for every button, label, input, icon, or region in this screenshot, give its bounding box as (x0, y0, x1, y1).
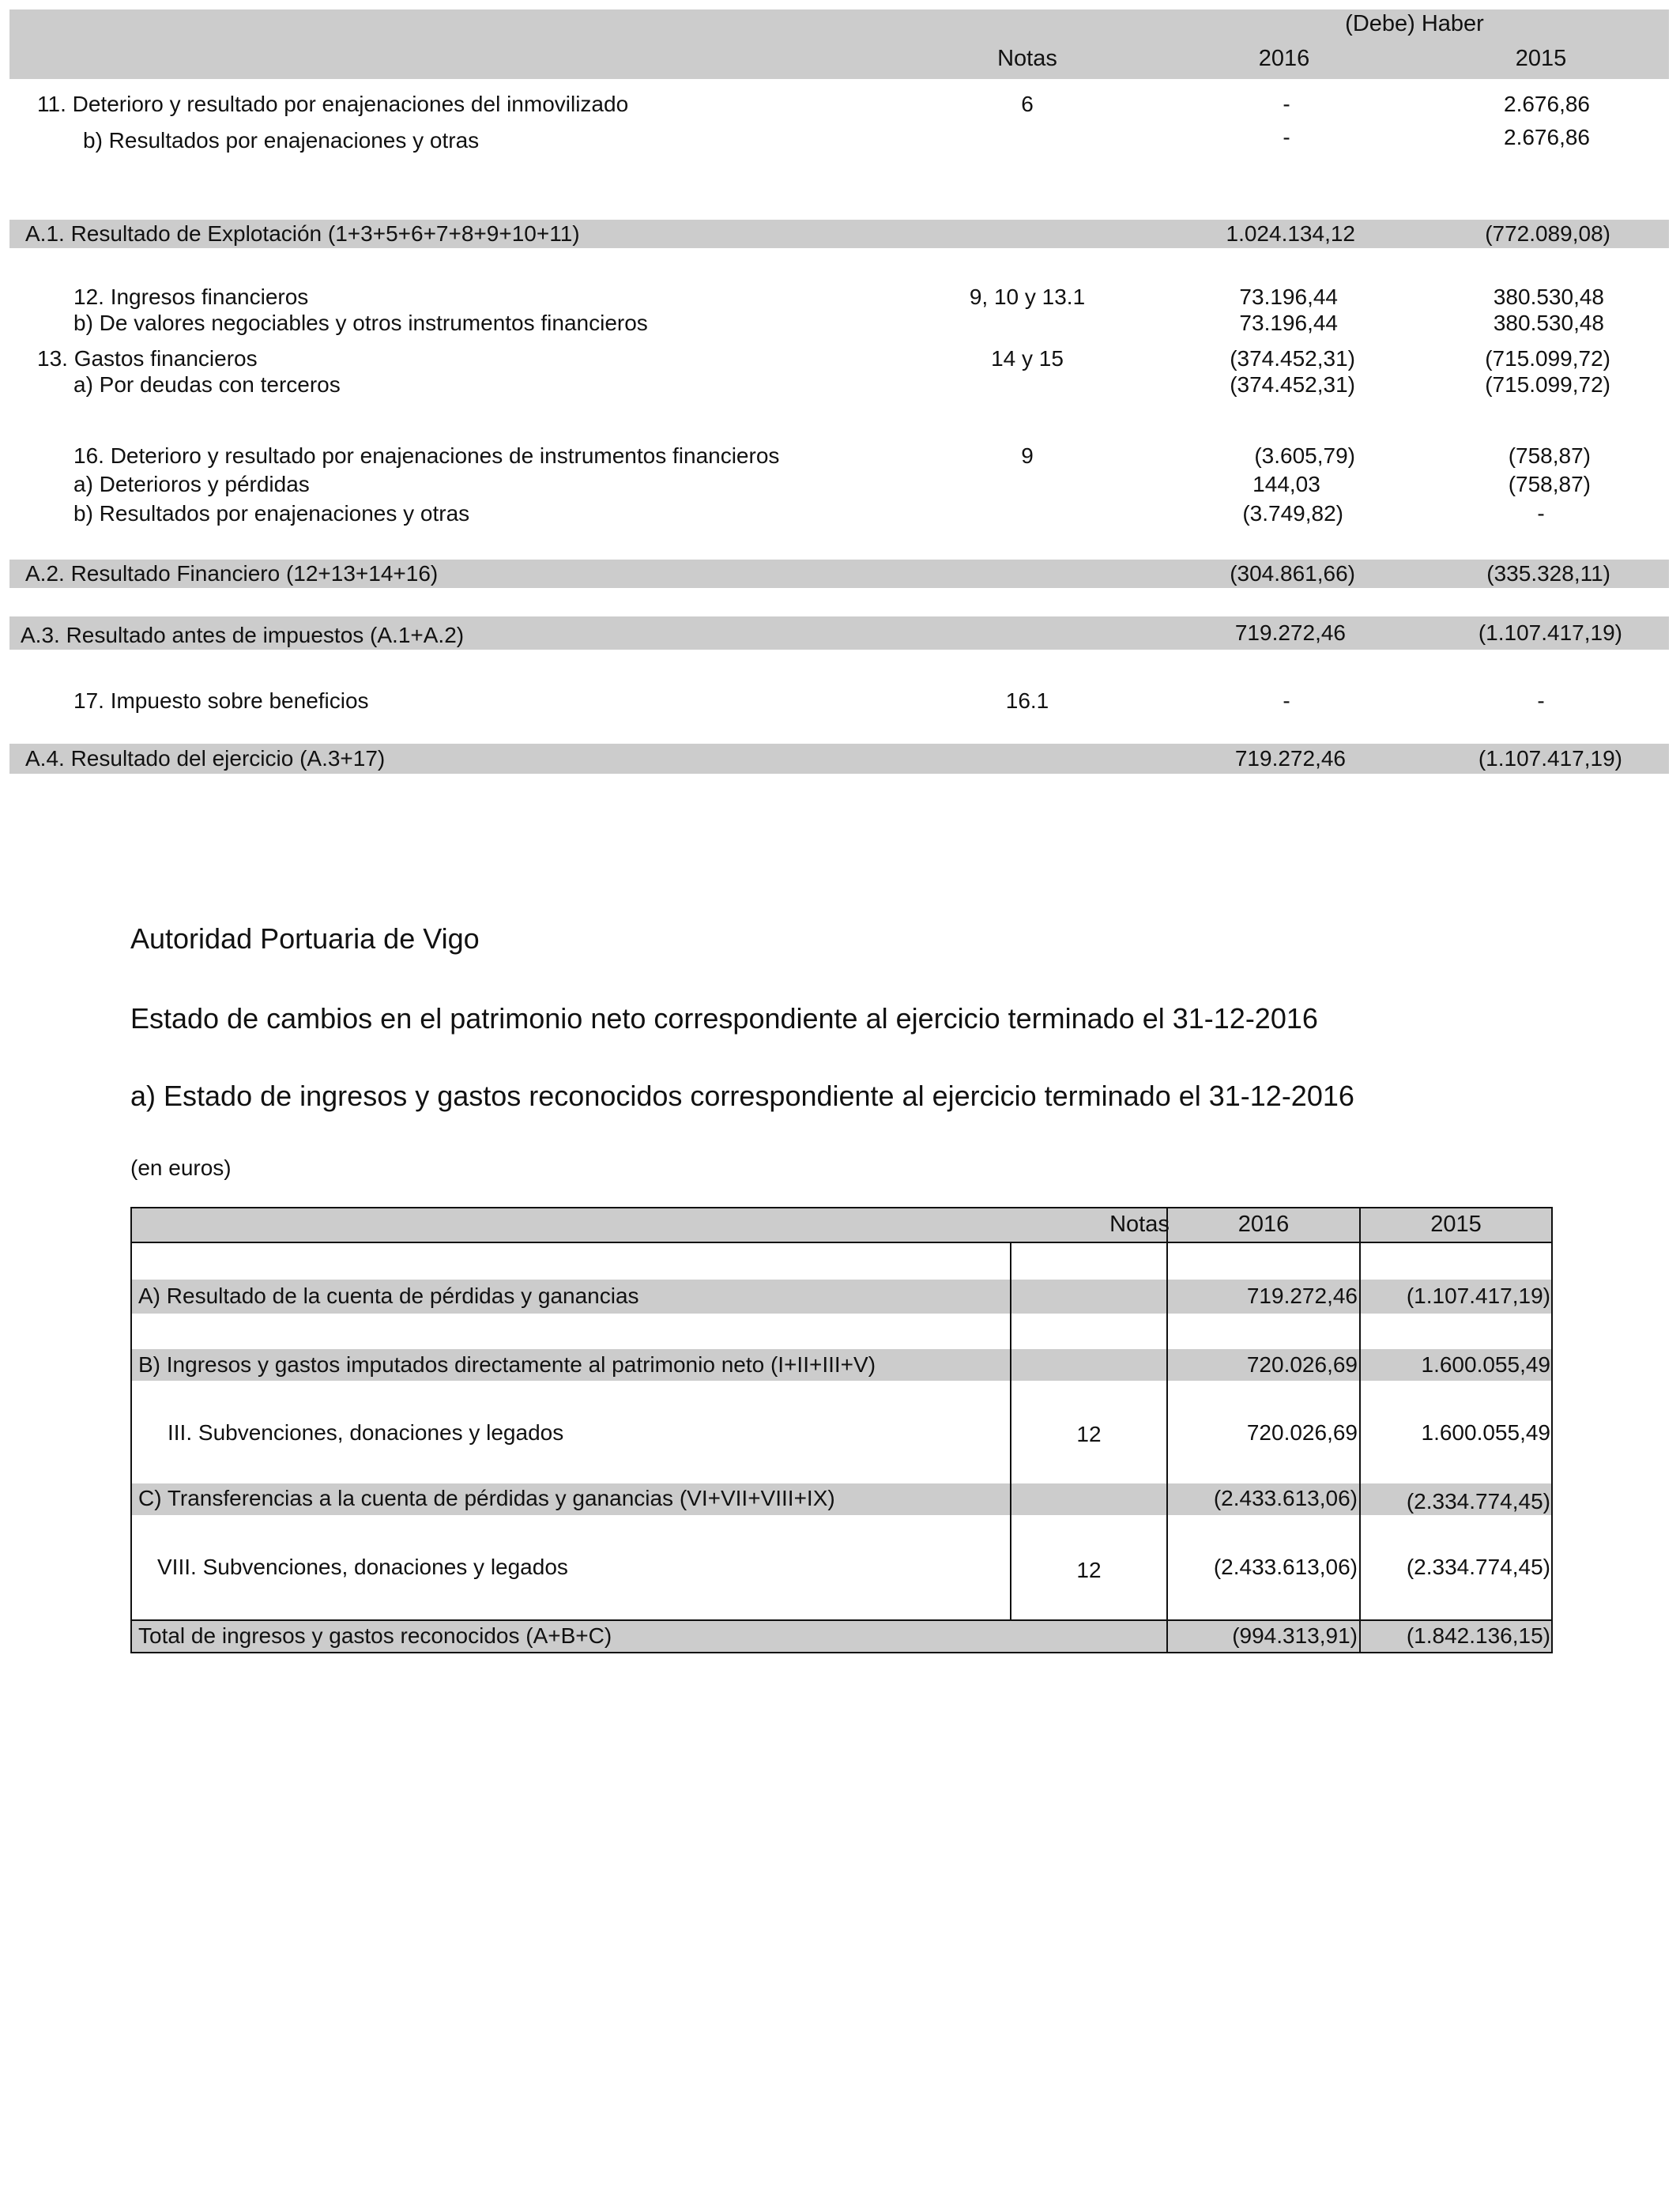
row-2016: - (1283, 125, 1290, 149)
row-2016: - (1283, 92, 1290, 116)
row-2016: 73.196,44 (1239, 285, 1338, 309)
row-label: B) Ingresos y gastos imputados directamente al patrimonio neto (I+II+III+V) (138, 1352, 876, 1377)
header-2016: 2016 (1258, 46, 1310, 71)
row-label: b) De valores negociables y otros instrumentos financieros (73, 311, 648, 335)
row-label: b) Resultados por enajenaciones y otras (83, 128, 480, 153)
row-nota: 16.1 (1005, 688, 1049, 713)
row-nota: 12 (1076, 1558, 1102, 1582)
row-label: b) Resultados por enajenaciones y otras (73, 501, 470, 526)
row-2016: 719.272,46 (1246, 1284, 1358, 1308)
row-2015: - (1537, 688, 1545, 713)
row-2016: 719.272,46 (1234, 746, 1346, 771)
header-2016: 2016 (1237, 1212, 1290, 1237)
row-2015: 2.676,86 (1504, 92, 1590, 116)
header-group-label: (Debe) Haber (1345, 11, 1484, 36)
row-2016: 144,03 (1252, 472, 1320, 496)
row-label: VIII. Subvenciones, donaciones y legados (157, 1555, 568, 1579)
row-2015: (715.099,72) (1485, 372, 1610, 397)
row-nota: 9 (1021, 443, 1034, 468)
row-label: 12. Ingresos financieros (73, 285, 309, 309)
row-label: 13. Gastos financieros (37, 346, 258, 371)
row-label: C) Transferencias a la cuenta de pérdidas y ganancias (VI+VII+VIII+IX) (138, 1486, 835, 1510)
row-2015: - (1537, 501, 1545, 526)
row-2015: (1.107.417,19) (1478, 620, 1622, 645)
row-2016: (304.861,66) (1230, 561, 1355, 586)
row-2015: (772.089,08) (1485, 221, 1610, 246)
row-2016: (3.605,79) (1254, 443, 1355, 468)
row-2015: (1.107.417,19) (1406, 1284, 1550, 1308)
row-nota: 9, 10 y 13.1 (969, 285, 1086, 309)
total-divider (132, 1619, 1551, 1621)
row-nota: 14 y 15 (991, 346, 1064, 371)
row-2016: (2.433.613,06) (1213, 1555, 1358, 1579)
header-2015: 2015 (1515, 46, 1567, 71)
row-2015: (2.334.774,45) (1406, 1489, 1550, 1514)
units-note: (en euros) (130, 1155, 232, 1180)
statement-subtitle: a) Estado de ingresos y gastos reconocidos correspondiente al ejercicio terminado el 31-12-2016 (130, 1080, 1354, 1112)
header-notas: Notas (997, 46, 1057, 71)
row-label: A.2. Resultado Financiero (12+13+14+16) (25, 561, 439, 586)
row-nota: 12 (1076, 1422, 1102, 1446)
header-divider (132, 1242, 1551, 1243)
row-label: Total de ingresos y gastos reconocidos (A+B+C) (138, 1623, 612, 1648)
row-2016: 720.026,69 (1246, 1420, 1358, 1445)
row-2016: (2.433.613,06) (1213, 1486, 1358, 1510)
row-label: III. Subvenciones, donaciones y legados (168, 1420, 564, 1445)
row-2016: 1.024.134,12 (1226, 221, 1355, 246)
header-notas: Notas (1109, 1212, 1170, 1237)
row-2016: (374.452,31) (1230, 372, 1355, 397)
statement-title: Estado de cambios en el patrimonio neto correspondiente al ejercicio terminado el 31-12-2016 (130, 1002, 1318, 1035)
row-label: a) Deterioros y pérdidas (73, 472, 310, 496)
row-2015: (715.099,72) (1485, 346, 1610, 371)
row-label: A.4. Resultado del ejercicio (A.3+17) (25, 746, 386, 771)
row-2016: (3.749,82) (1242, 501, 1343, 526)
row-2016: 720.026,69 (1246, 1352, 1358, 1377)
entity-name: Autoridad Portuaria de Vigo (130, 922, 480, 955)
row-nota: 6 (1021, 92, 1034, 116)
row-2015: (758,87) (1508, 472, 1591, 496)
row-2015: 380.530,48 (1493, 285, 1604, 309)
row-2015: 2.676,86 (1504, 125, 1590, 149)
recognized-income-table (130, 1207, 1553, 1653)
row-2016: - (1283, 688, 1290, 713)
row-label: A.3. Resultado antes de impuestos (A.1+A.2) (21, 623, 465, 647)
row-2015: (2.334.774,45) (1406, 1555, 1550, 1579)
row-2015: (1.107.417,19) (1478, 746, 1622, 771)
row-2015: (758,87) (1508, 443, 1591, 468)
row-label: A) Resultado de la cuenta de pérdidas y ganancias (138, 1284, 639, 1308)
row-2015: 1.600.055,49 (1421, 1352, 1550, 1377)
row-2016: 719.272,46 (1234, 620, 1346, 645)
row-2016: 73.196,44 (1239, 311, 1338, 335)
row-label: 11. Deterioro y resultado por enajenaciones del inmovilizado (37, 92, 629, 116)
row-label: a) Por deudas con terceros (73, 372, 341, 397)
row-2015: (335.328,11) (1486, 561, 1610, 586)
row-2016: (374.452,31) (1230, 346, 1355, 371)
row-label: 16. Deterioro y resultado por enajenaciones de instrumentos financieros (73, 443, 780, 468)
header-2015: 2015 (1430, 1212, 1482, 1237)
row-label: A.1. Resultado de Explotación (1+3+5+6+7+8+9+10+11) (25, 221, 580, 246)
row-2015: (1.842.136,15) (1406, 1623, 1550, 1648)
row-2015: 1.600.055,49 (1421, 1420, 1550, 1445)
row-label: 17. Impuesto sobre beneficios (73, 688, 369, 713)
row-2015: 380.530,48 (1493, 311, 1604, 335)
row-2016: (994.313,91) (1232, 1623, 1358, 1648)
